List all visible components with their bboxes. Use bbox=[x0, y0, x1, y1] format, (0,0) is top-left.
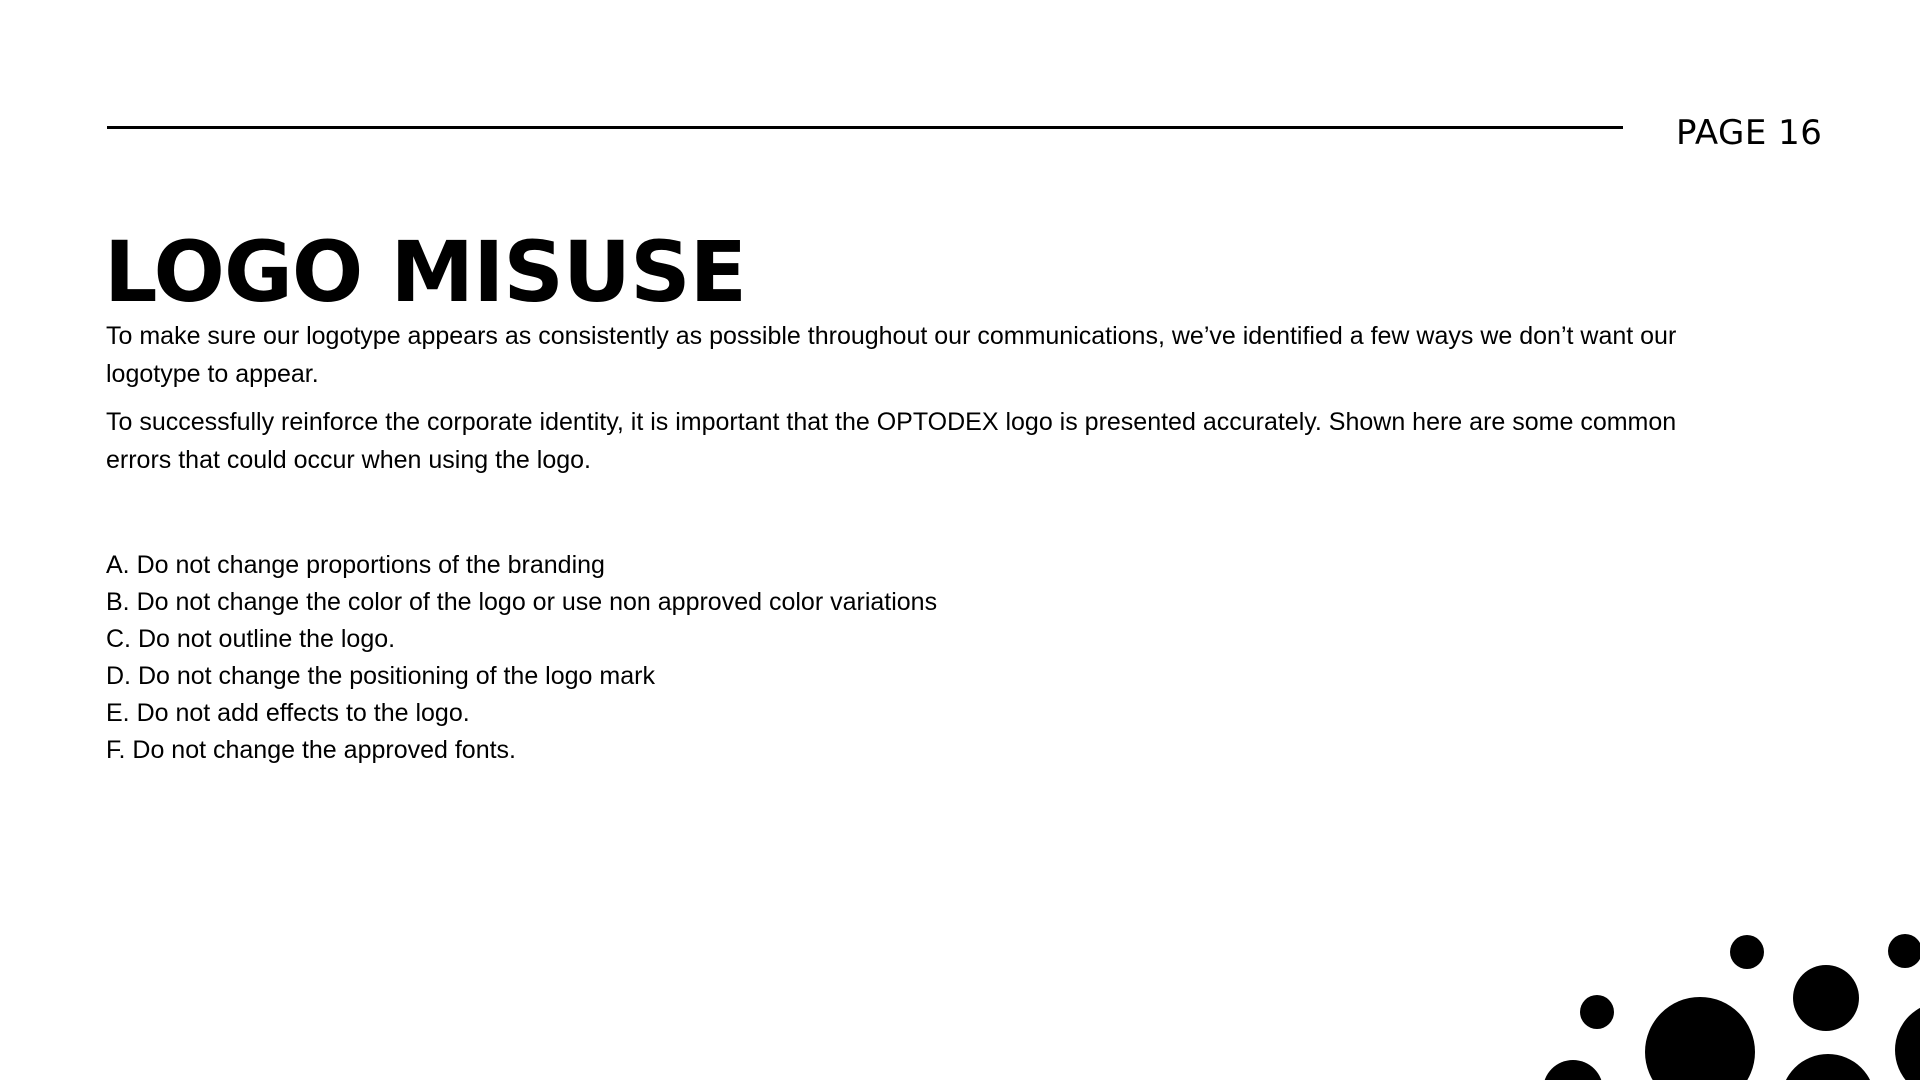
dot bbox=[1888, 934, 1920, 968]
dot bbox=[1793, 965, 1859, 1031]
intro-paragraph: To successfully reinforce the corporate identity, it is important that the OPTODEX logo is presented accurately. Shown here are some common errors that could occur when using the logo. bbox=[106, 408, 1677, 474]
dot bbox=[1645, 997, 1755, 1080]
rule-item: C. Do not outline the logo. bbox=[106, 625, 396, 653]
rule-item: B. Do not change the color of the logo or use non approved color variations bbox=[106, 588, 938, 616]
rule-item: A. Do not change proportions of the branding bbox=[106, 551, 605, 579]
rule-item: D. Do not change the positioning of the logo mark bbox=[106, 662, 655, 690]
dot bbox=[1895, 1002, 1920, 1080]
dot bbox=[1781, 1054, 1875, 1080]
rule-item: E. Do not add effects to the logo. bbox=[106, 699, 470, 727]
dot bbox=[1730, 935, 1764, 969]
page-number: PAGE 16 bbox=[1676, 113, 1823, 153]
rule-item: F. Do not change the approved fonts. bbox=[106, 736, 516, 764]
dot bbox=[1580, 995, 1614, 1029]
dot bbox=[1543, 1060, 1603, 1080]
page-title: LOGO MISUSE bbox=[104, 223, 746, 321]
intro-paragraph: To make sure our logotype appears as consistently as possible throughout our communications, we’ve identified a few ways we don’t want our logotype to appear. bbox=[106, 322, 1677, 388]
